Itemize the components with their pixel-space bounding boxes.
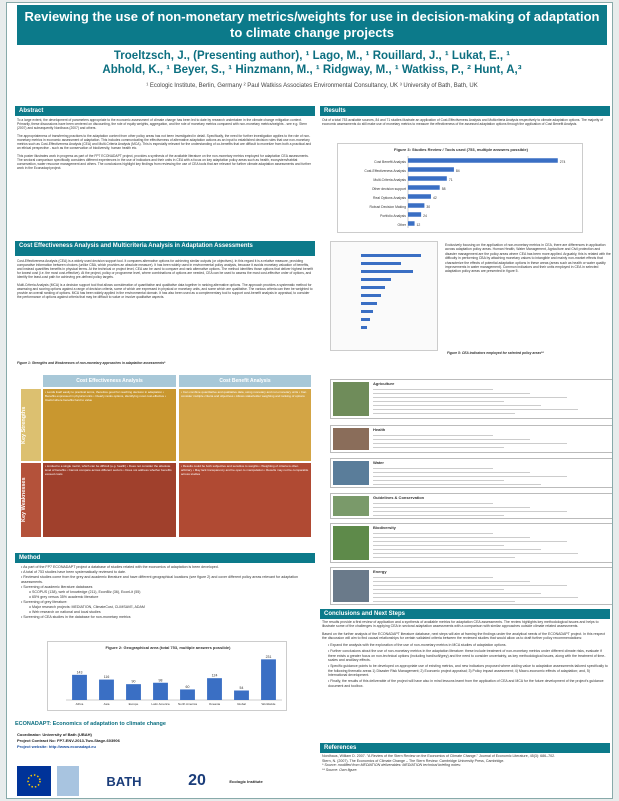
results-p2: Exclusively focusing on the application of non-monetary metrics in CEA, there are differences in application across adaptation policy areas. Human Health, Water Management, Agriculture and Civil protection and disaster management are the policy areas where CEA has been more applied. Arguably, this is related with the difficulty in performing CBA by attaching monetary values to intangible and mainly non-market effects that characterize the effects of potential adaptation options in these areas (areas such as health or water quality improvements in water management). Common indicators and their units employed in CEA in selected adaptation policy areas are presented in figure 5. <box>445 243 611 274</box>
authors <box>17 49 607 77</box>
cea-heading: Cost Effectiveness Analysis and Multicriteria Analysis in Adaptation Assessments <box>15 241 315 256</box>
figure2-value-label: 60 <box>185 684 190 689</box>
sw-col1-header: Cost Effectiveness Analysis <box>43 375 176 387</box>
figure2-category-label: Global <box>237 702 246 706</box>
indicator-text-line <box>373 553 578 554</box>
indicator-box <box>330 523 613 563</box>
footer-info <box>17 732 317 750</box>
indicator-text-line <box>373 447 504 448</box>
indicator-photo <box>333 570 369 602</box>
results-heading: Results <box>320 106 610 116</box>
figure2-bar <box>207 678 222 700</box>
conclusions-heading: Conclusions and Next Steps <box>320 609 610 619</box>
figure3-value-label: 24 <box>423 213 427 218</box>
method-bullet-5a: o Major research projects: MEDIATION, ClimateCost, CLIMSAVE, ADAM <box>29 605 145 609</box>
figure2-category-label: Europe <box>128 702 139 706</box>
conclusions-body <box>322 620 608 738</box>
figure2-chart <box>48 642 288 712</box>
figure2-value-label: 124 <box>211 673 218 678</box>
method-bullet-5: • Screening of grey literature: <box>21 600 68 604</box>
sw-row2-side <box>21 463 41 537</box>
figure2-value-label: 143 <box>76 670 83 675</box>
figure3-category-label: Cost-Effectiveness Analysis <box>364 168 406 173</box>
figure2-value-label: 98 <box>158 678 163 683</box>
footer-title: ECONADAPT: Economics of adaptation to climate change <box>15 721 166 727</box>
authors-line-2: Abhold, K., ¹ Beyer, S., ¹ Hinzmann, M., ¹ Ridgway, M., ¹ Watkiss, P., ² Hunt, A,³ <box>102 64 522 76</box>
figure2-bar <box>126 684 141 700</box>
indicator-text-line <box>373 476 567 477</box>
method-bullet-4a: o SCOPUS (138), web of knowledge (211), EconBiz (36), EconLit (55) <box>29 590 141 594</box>
figure3-value-label: 58 <box>441 186 446 191</box>
indicator-photo <box>333 382 369 416</box>
indicator-text-line <box>373 585 567 586</box>
indicator-photo <box>333 496 369 516</box>
indicator-text-line <box>373 593 541 594</box>
figure3-bar <box>408 221 415 226</box>
indicator-title: Water <box>373 460 384 465</box>
indicator-text-line <box>373 413 515 414</box>
figure3-bar <box>408 212 421 217</box>
method-body <box>21 565 313 637</box>
indicator-title: Energy <box>373 569 387 574</box>
figure3-category-label: Multi-Criteria Analysis <box>373 177 406 182</box>
indicator-text-line <box>373 533 493 534</box>
figure3-value-label: 12 <box>416 222 421 227</box>
conclusions-bullet-4: • Finally, the results of this deliverable of the project will have also in mind lessons learnt from the application of CEA and MCA for the future development of the project's guidance document and toolbox. <box>328 679 604 688</box>
indicator-text-line <box>373 515 504 516</box>
indicator-text-line <box>373 443 567 444</box>
university-of-bath-logo <box>89 766 159 796</box>
reference-4: ** Source: Own figure. <box>322 767 358 772</box>
indicator-text-line <box>373 439 530 440</box>
cea-p2: Multi-Criteria Analysis (MCA) is a decision support tool that allows consideration of quantitative and qualitative data together in ranking alternative options. The approach provides a systematic method for assessing and scoring options against a range of decision criteria, some of which are expressed in physical or monetary units, and some which are qualitative. The various criteria can then be weighted to provide an overall ranking of options. MCA has been widely applied in the environmental domain. It has also been used as a complementary tool to support cost-benefit analysis in appraisal, to consider the performance of options against criteria that may be difficult to value or involve qualitative aspects. <box>17 283 313 299</box>
indicator-box <box>330 493 613 519</box>
reference-2: Stern, N. (2007). The Economics of Climate Change – The Stern Review. Cambridge University Press, Cambridge. <box>322 758 505 763</box>
figure1-caption: Figure 1: Strengths and Weaknesses of non-monetary approaches in adaptation assessments* <box>17 361 166 365</box>
figure3-category-label: Portfolio Analysis <box>380 213 406 218</box>
indicator-text-line <box>373 511 567 512</box>
econadapt-20-logo: 20 <box>188 772 206 789</box>
figure2-category-label: North America <box>177 702 198 706</box>
figure5-caption: Figure 5: CEA indicators employed for selected policy areas** <box>447 351 544 355</box>
conclusions-p1: The results provide a first review of application and a synthesis of available metrics for adaptation CEA assessments. The review highlights key methodological issues and helps to illustrate some of the challenges in applying CEA in sectoral adaptation assessments with a comparison with similar approaches outside climate related assessments. <box>322 620 599 629</box>
indicator-text-line <box>373 397 567 398</box>
indicator-title: Guidelines & Conservation <box>373 495 425 500</box>
indicator-text-line <box>373 541 567 542</box>
indicator-text-line <box>373 577 493 578</box>
figure3-category-label: Cost Benefit Analysis <box>374 159 406 164</box>
indicator-photo <box>333 428 369 450</box>
method-heading: Method <box>15 553 315 563</box>
figure2-category-label: Oceania <box>208 702 221 706</box>
figure2-title: Figure 2: Geographical area (total 753, multiple answers possible) <box>105 645 231 650</box>
reference-1: Nordhaus, William D. 2007. "A Review of the Stern Review on the Economics of Climate Change." Journal of Economic Literature, 45(3): 686–702. <box>322 754 556 758</box>
sw-cell-cba-strengths: • Can combine quantitative and qualitative data, using monetary and non-monetary units • Can consider multiple criteria and objectives • Allows stakeholder weighting and ranking of options <box>179 389 311 461</box>
indicator-text-line <box>373 472 530 473</box>
indicator-title: Health <box>373 427 386 432</box>
indicator-text-line <box>373 507 530 508</box>
figure3-value-label: 30 <box>426 204 431 209</box>
indicator-text-line <box>373 468 493 469</box>
footer-website[interactable]: Project website: http://www.econadapt.eu <box>17 744 96 749</box>
indicator-text-line <box>373 589 504 590</box>
abstract-body <box>17 118 313 246</box>
method-bullet-3: • Reviewed studies come from the grey and academic literature and have different geographical locations (see figure 2) and cover different policy areas relevant for adaptation assessments. <box>21 575 299 584</box>
figure3-value-label: 84 <box>455 168 460 173</box>
indicator-text-line <box>373 597 578 598</box>
cea-p1: Cost-Effectiveness Analysis (CEA) is a widely used decision support tool. It compares alternative options for achieving similar outputs (or objectives). In this regard it is a relative measure, providing comparative information between choices (unlike CBA, which provides an absolute measure). It has been widely used in environmental policy analysis, because it avoids monetary valuation of benefits, and instead quantifies benefits in physical terms. At the technical or project level, CEA can be used to compare and rank alternative options. The method identifies those options that deliver highest benefit for lowest cost (i.e. the most cost-effective). At the project, policy or programme level, where combinations of options are needed, CEA can be used to assess the most cost-effective order of options, and identify the least-cost path for achieving pre-defined policy targets. <box>17 259 313 279</box>
eu-flag-logo <box>17 766 51 796</box>
reference-3: * Source: modified from MEDIATION deliverables: MEDIATION technical briefing notes: <box>322 763 461 768</box>
sw-cell-cea-weaknesses: • Limited to a single metric, which can be difficult (e.g. health) • Does not consider the absolute level of benefits • Cannot compare across different sectors • Does not address whether benefits exceed costs <box>43 463 176 537</box>
indicator-text-line <box>373 557 515 558</box>
ecologic-logo-text: Ecologic Institute <box>229 778 263 784</box>
indicator-text-line <box>373 393 530 394</box>
figure3-category-label: Real Options Analysis <box>373 195 406 200</box>
figure3-category-label: Other <box>397 222 406 227</box>
authors-line-1: Troeltzsch, J., (Presenting author), ¹ Lago, M., ¹ Rouillard, J., ¹ Lukat, E., ¹ <box>113 50 511 62</box>
affiliations: ¹ Ecologic Institute, Berlin, Germany ² Paul Watkiss Associates Environmental Consultancy, UK ³ University of Bath, Bath, UK <box>146 83 478 89</box>
indicator-text-line <box>373 549 541 550</box>
indicator-text-line <box>373 480 504 481</box>
method-bullet-4: • Screening of academic literature databases <box>21 585 93 589</box>
abstract-p3: This poster illustrates work in progress as part of the FP7 ECONADAPT project, provides a synthesis of the available literature on the non-monetary metrics employed for adaptation CEA assessments. The sectoral comparison specifically considers different experiences in the use of indicators and their units in CEA with a focus on key adaptation policy areas such as health, ecosystem/habitat conservation, water resource management and others. The conclusions highlight key findings from reviewing the use of CEA tools that are relevant for further climate adaptation assessments and further work in the Econadapt project. <box>17 154 311 170</box>
indicator-title: Biodiversity <box>373 525 396 530</box>
figure2-bar <box>153 683 168 700</box>
figure2-value-label: 54 <box>239 685 244 690</box>
figure2-bar <box>180 689 195 700</box>
figure2-value-label: 231 <box>265 654 272 659</box>
indicator-text-line <box>373 401 504 402</box>
bath-logo-text: BATH <box>106 773 142 789</box>
indicator-text-line <box>373 581 530 582</box>
conclusions-bullet-3: • Specific guidance points to be developed on appropriate use of existing metrics, and new indicators proposed where adding value to adaptation assessments tailored specifically to the following thematic areas 1) Disaster Risk Management; 2) Economic project appraisal; 3) Policy impact assessment; 4) Macro-economic effects of adaptation; and, 5) International development. <box>328 664 608 677</box>
indicator-text-line <box>373 405 541 406</box>
conclusions-p2: Based on the further analysis of the ECONADAPT literature database, next steps will aim at framing the findings under the analytical needs of the ECONADAPT project. In this respect the discussion will aim to find causal relationships for certain validated criteria between the reviewed studies that would allow us to draft further policy recommendations: <box>322 631 605 640</box>
figure3-value-label: 42 <box>432 195 437 200</box>
sw-row2-label: Key Weaknesses <box>21 477 27 523</box>
cea-body <box>17 259 313 359</box>
figure4-frame <box>330 241 438 351</box>
figure3-bar <box>408 203 424 208</box>
footer-coordinator: Coordinator: University of Bath (UBAH) <box>17 732 92 737</box>
indicator-text-line <box>373 537 530 538</box>
figure3-bar <box>408 185 440 190</box>
figure3-bar <box>408 194 431 199</box>
method-bullet-5b: o Web research on national and local studies <box>29 610 101 614</box>
abstract-p1: To a large extent, the development of parameters appropriate to the economic assessment of climate change has been led to date by research undertaken in the climate change mitigation context. Primarily, these discussions have been centered on discounting, the role of equity weights, aggregation, and the role of monetary metrics compared with non-monetary metrics/weights - see e.g. Stern (2007) and subsequently Nordhaus (2007) and others. <box>17 118 308 130</box>
figure2-category-label: Africa <box>75 702 84 706</box>
figure3-bar <box>408 158 558 163</box>
indicator-text-line <box>373 389 493 390</box>
figure4-chart <box>331 242 439 352</box>
figure2-bar <box>72 675 87 700</box>
ecologic-logo <box>221 766 271 796</box>
sw-row1-label: Key Strengths <box>21 406 27 444</box>
footer-contract: Project Contract No: FP7-ENV-2013-Two-Stage-603906 <box>17 738 120 743</box>
indicator-text-line <box>373 484 541 485</box>
method-bullet-2: • A total of 753 studies have been systematically reviewed to date. <box>21 570 126 574</box>
figure2-category-label: Asia <box>103 702 110 706</box>
references-heading: References <box>320 743 610 753</box>
abstract-heading: Abstract <box>15 106 315 116</box>
method-bullet-1: • As part of the FP7 ECONADAPT project a database of studies related with the economics of adaptation is been developed. <box>21 565 219 569</box>
sw-cell-cea-strengths: • Lends itself easily to practical terms, therefore good for reaching decision in adaptation • Benefits expressed in physical units • Clearly ranks options, identifying most cost-effective • Useful where benefits hard to value <box>43 389 176 461</box>
figure3-value-label: 274 <box>559 159 566 164</box>
figure3-frame <box>337 143 583 233</box>
indicator-text-line <box>373 601 515 602</box>
indicator-title: Agriculture <box>373 381 395 386</box>
figure3-value-label: 71 <box>448 177 453 182</box>
figure2-bar <box>234 690 249 700</box>
references-body <box>322 754 608 798</box>
indicator-text-line <box>373 545 504 546</box>
indicator-text-line <box>373 409 578 410</box>
figure2-value-label: 116 <box>103 675 110 680</box>
indicator-box <box>330 567 613 605</box>
indicator-text-line <box>373 435 493 436</box>
figure3-category-label: Robust Decision Making <box>369 204 406 209</box>
figure2-category-label: Latin America <box>151 702 170 706</box>
conclusions-bullet-1: • Expand the analysis with the exploration of the use of non-monetary metrics in MCA studies of adaptation options. <box>328 643 507 648</box>
figure2-bar <box>261 659 276 700</box>
sw-row1-side <box>21 389 41 461</box>
conclusions-bullet-2: • Further conclusions about the use of non-monetary metrics in the adaptation literature: these include treatment of non-monetary metrics under different climate risks, evaluate if there exists a greater focus on non-technical options (including hard/soft/grey) and the need to consider uncertainty, as key methodological issues, along with the treatment of time-scales and ancillary effects. <box>328 649 606 663</box>
indicator-box <box>330 458 613 488</box>
strengths-weaknesses-table <box>21 375 313 539</box>
poster-title: Reviewing the use of non-monetary metrics/weights for use in decision-making of adaptation to climate change projects <box>24 9 600 40</box>
indicator-photo <box>333 461 369 485</box>
indicator-box <box>330 379 613 419</box>
figure3-bar <box>408 167 454 172</box>
figure3-chart <box>338 144 584 234</box>
figure2-frame <box>47 641 287 711</box>
results-p1: Out of a total 753 available sources, 84 and 71 studies illustrate an application of Cost-Effectiveness Analysis and Multicriteria Analysis respectively to climate adaptation options. The majority of economic assessments do still make use of monetary metrics to measure the effectiveness of the assessed adaptation options through the application of Cost Benefit Analysis. <box>322 118 603 126</box>
figure3-bar <box>408 176 447 181</box>
poster <box>6 2 613 799</box>
figure3-title: Figure 3: Studies Review / Tools used (753, multiple answers possible) <box>394 147 528 152</box>
method-bullet-6: • Screening of CEA studies in the database for non-monetary metrics <box>21 615 131 619</box>
title-banner <box>17 5 607 45</box>
indicator-photo <box>333 526 369 560</box>
figure2-value-label: 90 <box>131 679 136 684</box>
sw-col2-header: Cost Benefit Analysis <box>179 375 311 387</box>
eu-stars-icon <box>22 773 46 789</box>
indicator-text-line <box>373 503 493 504</box>
figure2-bar <box>99 680 114 700</box>
figure3-category-label: Other decision support <box>371 186 406 191</box>
fp7-logo <box>57 766 79 796</box>
indicator-box <box>330 425 613 453</box>
method-bullet-4b: o 65% grey versus 35% academic literature <box>29 595 99 599</box>
abstract-p2: The appropriateness of transferring practices to the adaptation context from other policy areas has not been investigated in detail. Specifically, the need for further investigation applies to the role of non-monetary metrics in economic assessment of adaptation. This includes communicating the effectiveness of alternative adaptation actions as an input to established decision rules that use non-monetary metrics such as Cost-Effectiveness Analysis (CEA) and Multi-Criteria Analysis (MCA). This is especially relevant for the understanding of co-benefits that are difficult to monetize from both a practical and an ethical perspective - such as the conservation of biodiversity, human health etc. <box>17 134 312 150</box>
figure2-category-label: Worldwide <box>261 702 276 706</box>
sw-cell-cba-weaknesses: • Results could be both subjective and sensitive to weights • Weighting of criteria is often arbitrary • May lack transparency and be open to manipulation • Results may not be comparable across studies <box>179 463 311 537</box>
